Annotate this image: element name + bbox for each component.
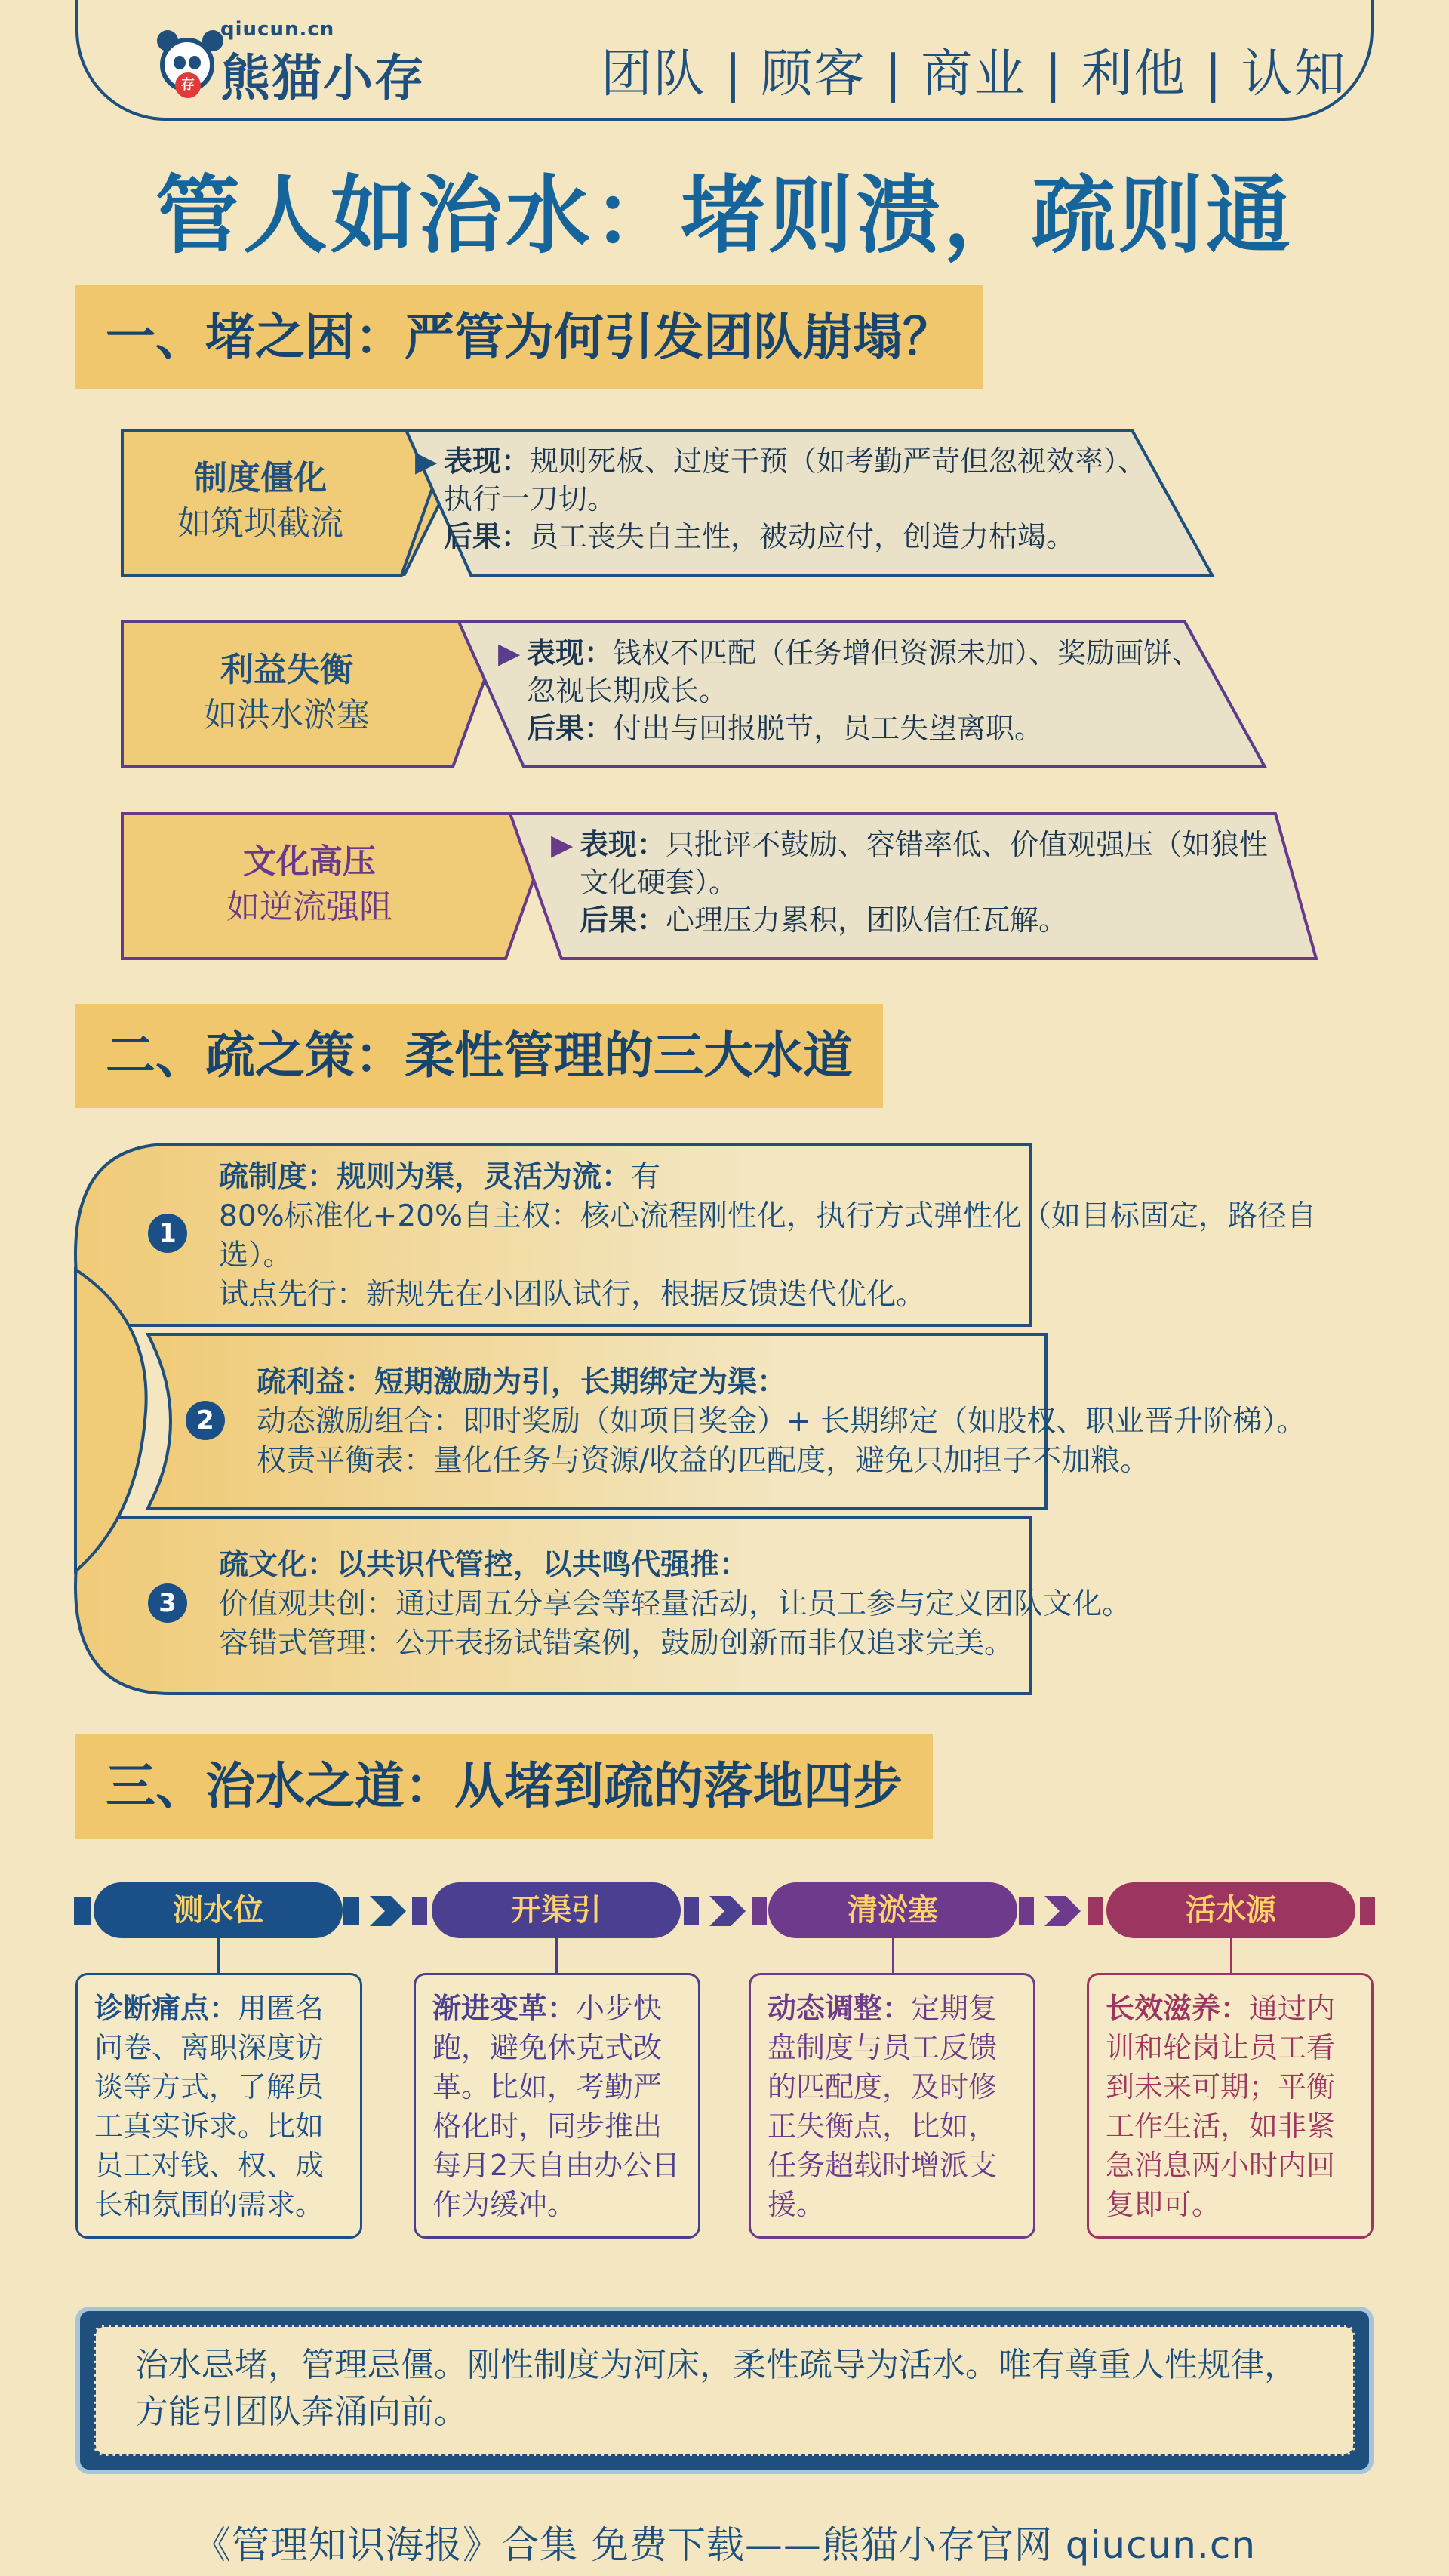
- s1-item3-result-label: 后果：: [580, 903, 666, 937]
- s2-item2-title: 疏利益：短期激励为引，长期绑定为渠：: [257, 1365, 787, 1399]
- step-pill-4: 活水源: [1106, 1882, 1355, 1938]
- triangle-icon: ▶: [415, 445, 438, 478]
- section2-heading: 二、疏之策：柔性管理的三大水道: [75, 1004, 883, 1108]
- step1-key: 诊断痛点：: [94, 1992, 238, 2025]
- step3-key: 动态调整：: [768, 1992, 912, 2025]
- step2-text: 小步快跑，避免休克式改革。比如，考勤严格化时，同步推出每月2天自由办公日作为缓冲。: [432, 1992, 681, 2221]
- page-title: 管人如治水：堵则溃，疏则通: [155, 167, 1294, 265]
- header-tags: 团队 | 顾客 | 商业 | 利他 | 认知: [601, 45, 1347, 104]
- s1-item3-result: 心理压力累积，团队信任瓦解。: [666, 903, 1068, 937]
- step4-text: 通过内训和轮岗让员工看到未来可期；平衡工作生活，如非紧急消息两小时内回复即可。: [1106, 1992, 1336, 2221]
- step-card-2: [414, 1973, 700, 2239]
- step-pill-3: 清淤塞: [768, 1882, 1017, 1938]
- step-number-2: 2: [186, 1401, 225, 1440]
- step-pill-1: 测水位: [94, 1882, 343, 1938]
- s2-item3-line1: 价值观共创：通过周五分享会等轻量活动，让员工参与定义团队文化。: [219, 1587, 1132, 1621]
- s1-item1-result: 员工丧失自主性，被动应付，创造力枯竭。: [530, 520, 1075, 553]
- step-number-1: 1: [148, 1214, 187, 1253]
- s1-item2-metaphor: 如洪水淤塞: [204, 696, 370, 734]
- connector-line: [217, 1938, 220, 1973]
- s1-item1-show: 规则死板、过度干预（如考勤严苛但忽视效率）、执行一刀切。: [444, 445, 1147, 516]
- s1-item2-result: 付出与回报脱节，员工失望离职。: [613, 712, 1044, 745]
- s2-item3-title: 疏文化：以共识代管控，以共鸣代强推：: [219, 1548, 749, 1582]
- s1-item3-metaphor: 如逆流强阻: [226, 888, 392, 926]
- step4-key: 长效滋养：: [1106, 1992, 1250, 2025]
- s2-item3-line2: 容错式管理：公开表扬试错案例，鼓励创新而非仅追求完美。: [219, 1627, 1014, 1660]
- s1-item2-key: 利益失衡: [220, 651, 353, 689]
- s1-item2-show: 钱权不匹配（任务增但资源未加）、奖励画饼、忽视长期成长。: [527, 636, 1201, 707]
- step-number-3: 3: [148, 1583, 187, 1623]
- s2-item1-line1: 80%标准化+20%自主权：核心流程刚性化，执行方式弹性化（如目标固定，路径自选）。: [219, 1199, 1317, 1273]
- s2-item2-line2: 权责平衡表：量化任务与资源/收益的匹配度，避免只加担子不加粮。: [257, 1444, 1150, 1478]
- footer-link[interactable]: 《管理知识海报》合集 免费下载——熊猫小存官网 qiucun.cn: [192, 2523, 1257, 2567]
- s1-item3-show-label: 表现：: [580, 828, 666, 861]
- connector-line: [1230, 1938, 1232, 1973]
- connector-line: [555, 1938, 558, 1973]
- step-pill-2: 开渠引: [432, 1882, 681, 1938]
- s2-item1-title-tail: 有: [631, 1160, 661, 1194]
- section3-heading: 三、治水之道：从堵到疏的落地四步: [75, 1734, 933, 1839]
- step3-text: 定期复盘制度与员工反馈的匹配度，及时修正失衡点，比如，任务超载时增派支援。: [768, 1992, 998, 2221]
- summary-text: 治水忌堵，管理忌僵。刚性制度为河床，柔性疏导为活水。唯有尊重人性规律，方能引团队奔涌向前。: [94, 2325, 1355, 2456]
- step-card-1: [75, 1973, 362, 2239]
- s1-item3-key: 文化高压: [243, 842, 376, 881]
- logo-name: 熊猫小存: [220, 49, 426, 107]
- s2-item1-line2: 试点先行：新规先在小团队试行，根据反馈迭代优化。: [219, 1278, 926, 1312]
- step-card-4: [1087, 1973, 1374, 2239]
- s1-item3-show: 只批评不鼓励、容错率低、价值观强压（如狼性文化硬套）。: [580, 828, 1269, 899]
- s1-item1-result-label: 后果：: [444, 520, 531, 553]
- s1-item2-result-label: 后果：: [527, 712, 614, 745]
- s2-item1-title: 疏制度：规则为渠，灵活为流：: [219, 1160, 632, 1194]
- section1-heading: 一、堵之困：严管为何引发团队崩塌？: [75, 285, 983, 389]
- s2-item2-line1: 动态激励组合：即时奖励（如项目奖金）+ 长期绑定（如股权、职业晋升阶梯）。: [257, 1405, 1306, 1439]
- s1-item1-show-label: 表现：: [444, 445, 531, 478]
- logo-badge: 存: [175, 72, 201, 98]
- logo-url[interactable]: qiucun.cn: [220, 18, 335, 41]
- step-card-3: [749, 1973, 1035, 2239]
- s1-item1-key: 制度僵化: [194, 459, 327, 497]
- step1-text: 用匿名问卷、离职深度访谈等方式，了解员工真实诉求。比如员工对钱、权、成长和氛围的需求。: [94, 1992, 325, 2221]
- triangle-icon: ▶: [551, 828, 574, 861]
- connector-line: [892, 1938, 894, 1973]
- triangle-icon: ▶: [498, 636, 521, 669]
- s1-item1-metaphor: 如筑坝截流: [177, 504, 343, 543]
- s1-item2-show-label: 表现：: [527, 636, 614, 669]
- step2-key: 渐进变革：: [432, 1992, 577, 2025]
